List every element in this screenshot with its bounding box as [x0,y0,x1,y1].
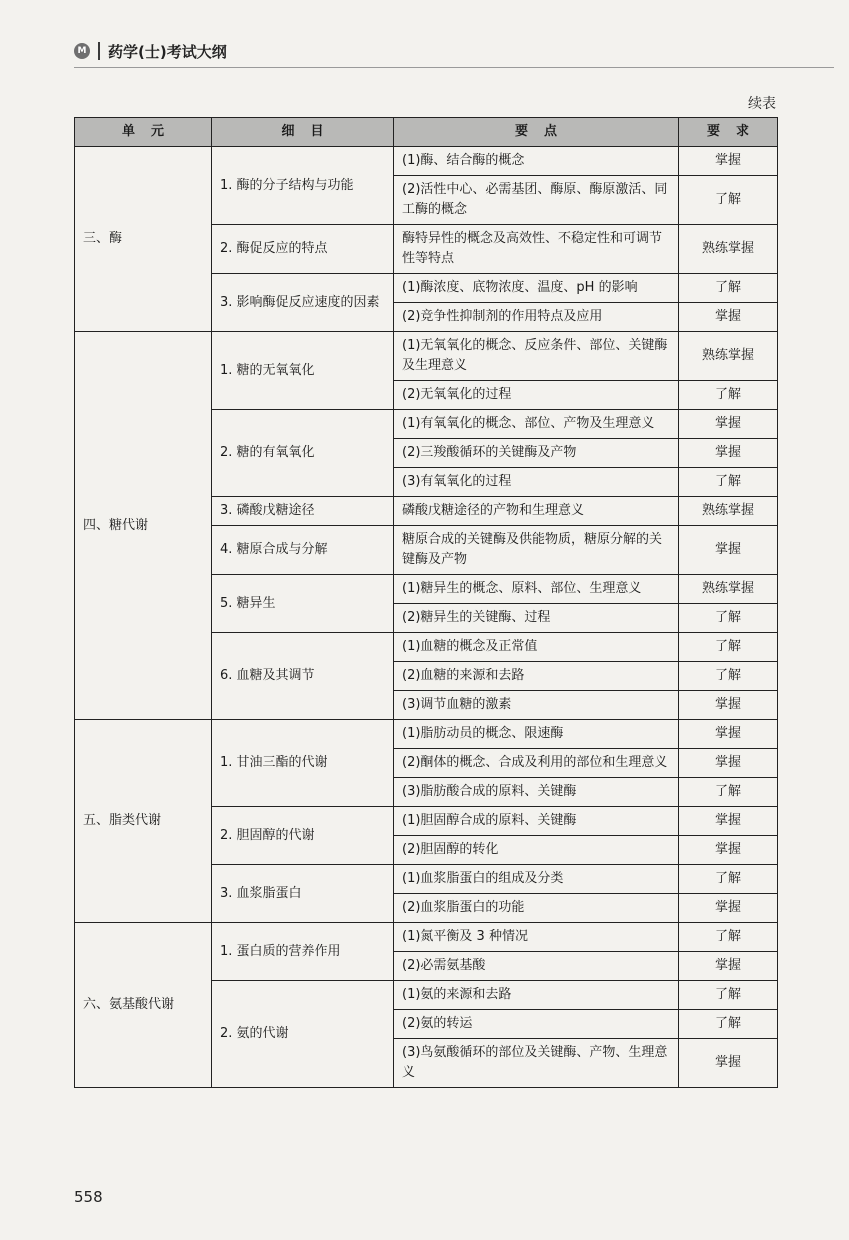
requirement-cell: 掌握 [679,894,778,923]
unit-cell: 六、氨基酸代谢 [75,923,212,1088]
book-series-icon: M [74,43,90,59]
item-cell: 4. 糖原合成与分解 [212,526,394,575]
unit-cell: 五、脂类代谢 [75,720,212,923]
continued-table-label: 续表 [748,96,776,112]
point-cell: (2)必需氨基酸 [394,952,679,981]
table-row [75,147,778,176]
table-row [75,720,778,749]
point-cell: (3)调节血糖的激素 [394,691,679,720]
item-cell: 1. 糖的无氧氧化 [212,332,394,410]
requirement-cell: 熟练掌握 [679,332,778,381]
point-cell: (2)活性中心、必需基团、酶原、酶原激活、同工酶的概念 [394,176,679,225]
requirement-cell: 掌握 [679,749,778,778]
requirement-cell: 掌握 [679,691,778,720]
page-number: 558 [74,1188,103,1206]
item-cell: 2. 胆固醇的代谢 [212,807,394,865]
requirement-cell: 了解 [679,923,778,952]
point-cell: (3)有氧氧化的过程 [394,468,679,497]
column-header-unit: 单元 [75,118,212,147]
syllabus-table [74,117,778,1088]
requirement-cell: 了解 [679,633,778,662]
unit-cell: 三、酶 [75,147,212,332]
book-title: 药学(士)考试大纲 [108,42,227,61]
point-cell: (2)酮体的概念、合成及利用的部位和生理意义 [394,749,679,778]
requirement-cell: 了解 [679,604,778,633]
requirement-cell: 掌握 [679,807,778,836]
table-row [75,923,778,952]
requirement-cell: 掌握 [679,439,778,468]
item-cell: 1. 酶的分子结构与功能 [212,147,394,225]
point-cell: 酶特异性的概念及高效性、不稳定性和可调节性等特点 [394,225,679,274]
table-row [75,332,778,381]
point-cell: (1)氨的来源和去路 [394,981,679,1010]
point-cell: (3)脂肪酸合成的原料、关键酶 [394,778,679,807]
requirement-cell: 掌握 [679,720,778,749]
requirement-cell: 了解 [679,176,778,225]
column-header-requirement: 要求 [679,118,778,147]
requirement-cell: 了解 [679,468,778,497]
point-cell: (2)竞争性抑制剂的作用特点及应用 [394,303,679,332]
item-cell: 1. 蛋白质的营养作用 [212,923,394,981]
table-header-row [75,118,778,147]
item-cell: 5. 糖异生 [212,575,394,633]
point-cell: (2)胆固醇的转化 [394,836,679,865]
point-cell: (2)无氧氧化的过程 [394,381,679,410]
requirement-cell: 掌握 [679,147,778,176]
page-header [74,36,834,66]
requirement-cell: 了解 [679,381,778,410]
requirement-cell: 掌握 [679,303,778,332]
requirement-cell: 了解 [679,1010,778,1039]
point-cell: (1)胆固醇合成的原料、关键酶 [394,807,679,836]
point-cell: (1)糖异生的概念、原料、部位、生理意义 [394,575,679,604]
table-body [75,147,778,1088]
point-cell: 糖原合成的关键酶及供能物质，糖原分解的关键酶及产物 [394,526,679,575]
column-header-item: 细目 [212,118,394,147]
requirement-cell: 熟练掌握 [679,225,778,274]
point-cell: (1)脂肪动员的概念、限速酶 [394,720,679,749]
item-cell: 3. 血浆脂蛋白 [212,865,394,923]
item-cell: 2. 酶促反应的特点 [212,225,394,274]
header-rule [74,67,834,68]
point-cell: (2)三羧酸循环的关键酶及产物 [394,439,679,468]
point-cell: 磷酸戊糖途径的产物和生理意义 [394,497,679,526]
point-cell: (1)氮平衡及 3 种情况 [394,923,679,952]
requirement-cell: 掌握 [679,410,778,439]
point-cell: (1)酶、结合酶的概念 [394,147,679,176]
requirement-cell: 了解 [679,662,778,691]
column-header-point: 要点 [394,118,679,147]
point-cell: (1)有氧氧化的概念、部位、产物及生理意义 [394,410,679,439]
requirement-cell: 熟练掌握 [679,575,778,604]
point-cell: (2)血糖的来源和去路 [394,662,679,691]
requirement-cell: 了解 [679,981,778,1010]
point-cell: (1)无氧氧化的概念、反应条件、部位、关键酶及生理意义 [394,332,679,381]
requirement-cell: 掌握 [679,952,778,981]
item-cell: 3. 磷酸戊糖途径 [212,497,394,526]
point-cell: (2)糖异生的关键酶、过程 [394,604,679,633]
requirement-cell: 掌握 [679,836,778,865]
unit-cell: 四、糖代谢 [75,332,212,720]
requirement-cell: 掌握 [679,526,778,575]
item-cell: 2. 氨的代谢 [212,981,394,1088]
point-cell: (2)氨的转运 [394,1010,679,1039]
item-cell: 2. 糖的有氧氧化 [212,410,394,497]
requirement-cell: 了解 [679,865,778,894]
item-cell: 1. 甘油三酯的代谢 [212,720,394,807]
requirement-cell: 了解 [679,274,778,303]
item-cell: 6. 血糖及其调节 [212,633,394,720]
point-cell: (3)鸟氨酸循环的部位及关键酶、产物、生理意义 [394,1039,679,1088]
point-cell: (1)血糖的概念及正常值 [394,633,679,662]
item-cell: 3. 影响酶促反应速度的因素 [212,274,394,332]
header-divider [98,42,100,60]
point-cell: (1)酶浓度、底物浓度、温度、pH 的影响 [394,274,679,303]
point-cell: (2)血浆脂蛋白的功能 [394,894,679,923]
requirement-cell: 了解 [679,778,778,807]
point-cell: (1)血浆脂蛋白的组成及分类 [394,865,679,894]
requirement-cell: 掌握 [679,1039,778,1088]
requirement-cell: 熟练掌握 [679,497,778,526]
